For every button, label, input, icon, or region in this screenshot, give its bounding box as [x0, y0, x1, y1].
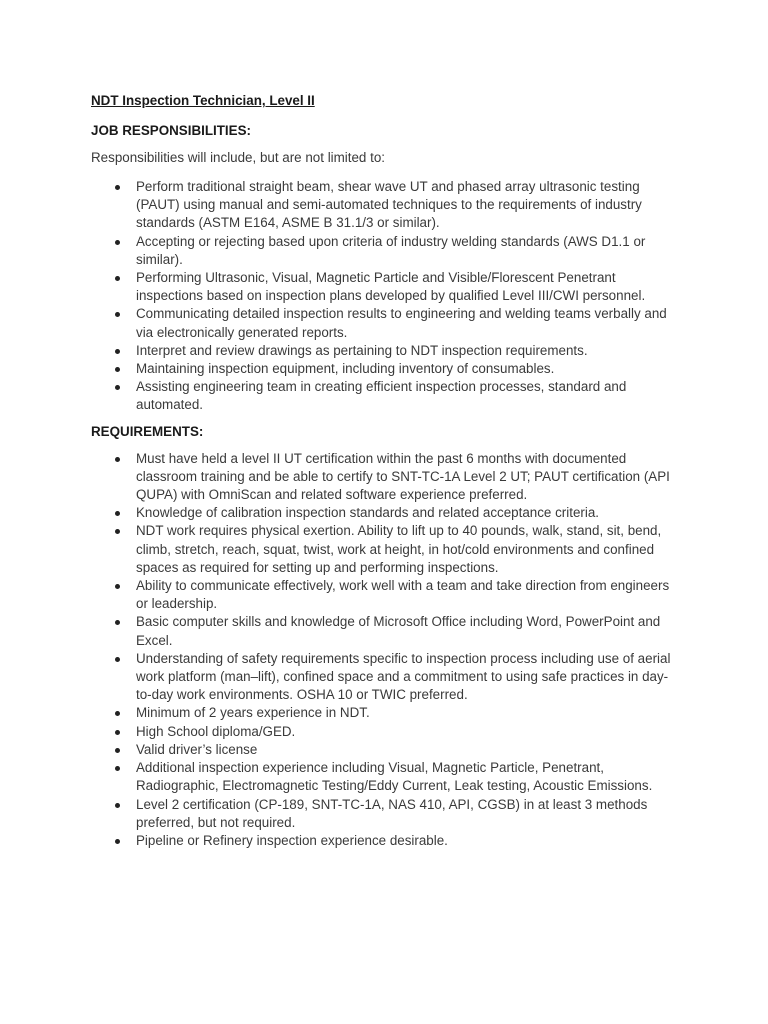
bullet-icon [115, 457, 120, 462]
list-item-text: High School diploma/GED. [136, 723, 296, 739]
bullet-icon [115, 657, 120, 662]
list-item [91, 178, 681, 233]
list-item [91, 759, 681, 795]
list-item-text: Perform traditional straight beam, shear wave UT and phased array ultrasonic testing (PAUT) using manual and semi-automated techniques to the requirements of industry standards (ASTM E164, ASME B 31.1/3 or similar). [136, 179, 642, 231]
list-item [91, 360, 681, 378]
list-item-text: Performing Ultrasonic, Visual, Magnetic Particle and Visible/Florescent Penetrant inspections based on inspection plans developed by qualified Level III/CWI personnel. [136, 270, 646, 304]
bullet-icon [115, 711, 120, 716]
list-item-text: Must have held a level II UT certification within the past 6 months with documented classroom training and be able to certify to SNT-TC-1A Level 2 UT; PAUT certification (API QUPA) with OmniScan and related software experience preferred. [136, 450, 670, 503]
list-item-text: Understanding of safety requirements specific to inspection process including use of aerial work platform (man–lift), confined space and a commitment to using safe practices in day-to-day work environments. OSHA 10 or TWIC preferred. [136, 650, 671, 703]
bullet-icon [115, 730, 120, 735]
list-item-text: Ability to communicate effectively, work well with a team and take direction from engineers or leadership. [136, 578, 670, 612]
list-item [91, 613, 681, 649]
bullet-icon [115, 766, 120, 771]
list-item-text: Interpret and review drawings as pertaining to NDT inspection requirements. [136, 342, 588, 358]
list-item [91, 342, 681, 360]
document-page [91, 92, 681, 850]
list-item [91, 269, 681, 305]
bullet-icon [115, 584, 120, 589]
list-item-text: Knowledge of calibration inspection standards and related acceptance criteria. [136, 505, 600, 521]
job-responsibilities-heading: JOB RESPONSIBILITIES: [91, 123, 251, 138]
list-item [91, 305, 681, 341]
list-item [91, 450, 681, 505]
bullet-icon [115, 240, 120, 245]
list-item-text: Maintaining inspection equipment, including inventory of consumables. [136, 361, 555, 377]
list-item [91, 704, 681, 722]
list-item [91, 504, 681, 522]
bullet-icon [115, 748, 120, 753]
bullet-icon [115, 185, 120, 190]
list-item-text: Minimum of 2 years experience in NDT. [136, 705, 370, 721]
bullet-icon [115, 803, 120, 808]
bullet-icon [115, 276, 120, 281]
requirements-list [91, 450, 681, 850]
list-item [91, 741, 681, 759]
bullet-icon [115, 529, 120, 534]
responsibilities-intro: Responsibilities will include, but are not limited to: [91, 150, 385, 165]
list-item [91, 796, 681, 832]
list-item-text: Valid driver’s license [136, 741, 258, 757]
list-item-text: Assisting engineering team in creating efficient inspection processes, standard and automated. [136, 379, 627, 413]
list-item-text: Communicating detailed inspection results to engineering and welding teams verbally and via electronically generated reports. [136, 306, 667, 340]
bullet-icon [115, 367, 120, 372]
document-title: NDT Inspection Technician, Level II [91, 93, 315, 108]
list-item-text: Level 2 certification (CP-189, SNT-TC-1A, NAS 410, API, CGSB) in at least 3 methods preferred, but not required. [136, 796, 648, 830]
list-item [91, 378, 681, 414]
list-item [91, 723, 681, 741]
bullet-icon [115, 839, 120, 844]
list-item-text: Additional inspection experience including Visual, Magnetic Particle, Penetrant, Radiographic, Electromagnetic Testing/Eddy Current, Leak testing, Acoustic Emissions. [136, 760, 653, 794]
requirements-heading: REQUIREMENTS: [91, 423, 204, 439]
bullet-icon [115, 385, 120, 390]
list-item-text: Accepting or rejecting based upon criteria of industry welding standards (AWS D1.1 or similar). [136, 233, 646, 267]
bullet-icon [115, 620, 120, 625]
list-item [91, 233, 681, 269]
list-item [91, 832, 681, 850]
responsibilities-list [91, 178, 681, 415]
list-item-text: Basic computer skills and knowledge of Microsoft Office including Word, PowerPoint and Excel. [136, 614, 661, 648]
bullet-icon [115, 349, 120, 354]
list-item [91, 577, 681, 613]
list-item [91, 650, 681, 705]
bullet-icon [115, 511, 120, 516]
list-item [91, 522, 681, 577]
list-item-text: NDT work requires physical exertion. Ability to lift up to 40 pounds, walk, stand, sit, bend, climb, stretch, reach, squat, twist, work at height, in hot/cold environments and confined spaces as required for setting up and performing inspections. [136, 523, 662, 575]
bullet-icon [115, 312, 120, 317]
list-item-text: Pipeline or Refinery inspection experience desirable. [136, 832, 448, 848]
